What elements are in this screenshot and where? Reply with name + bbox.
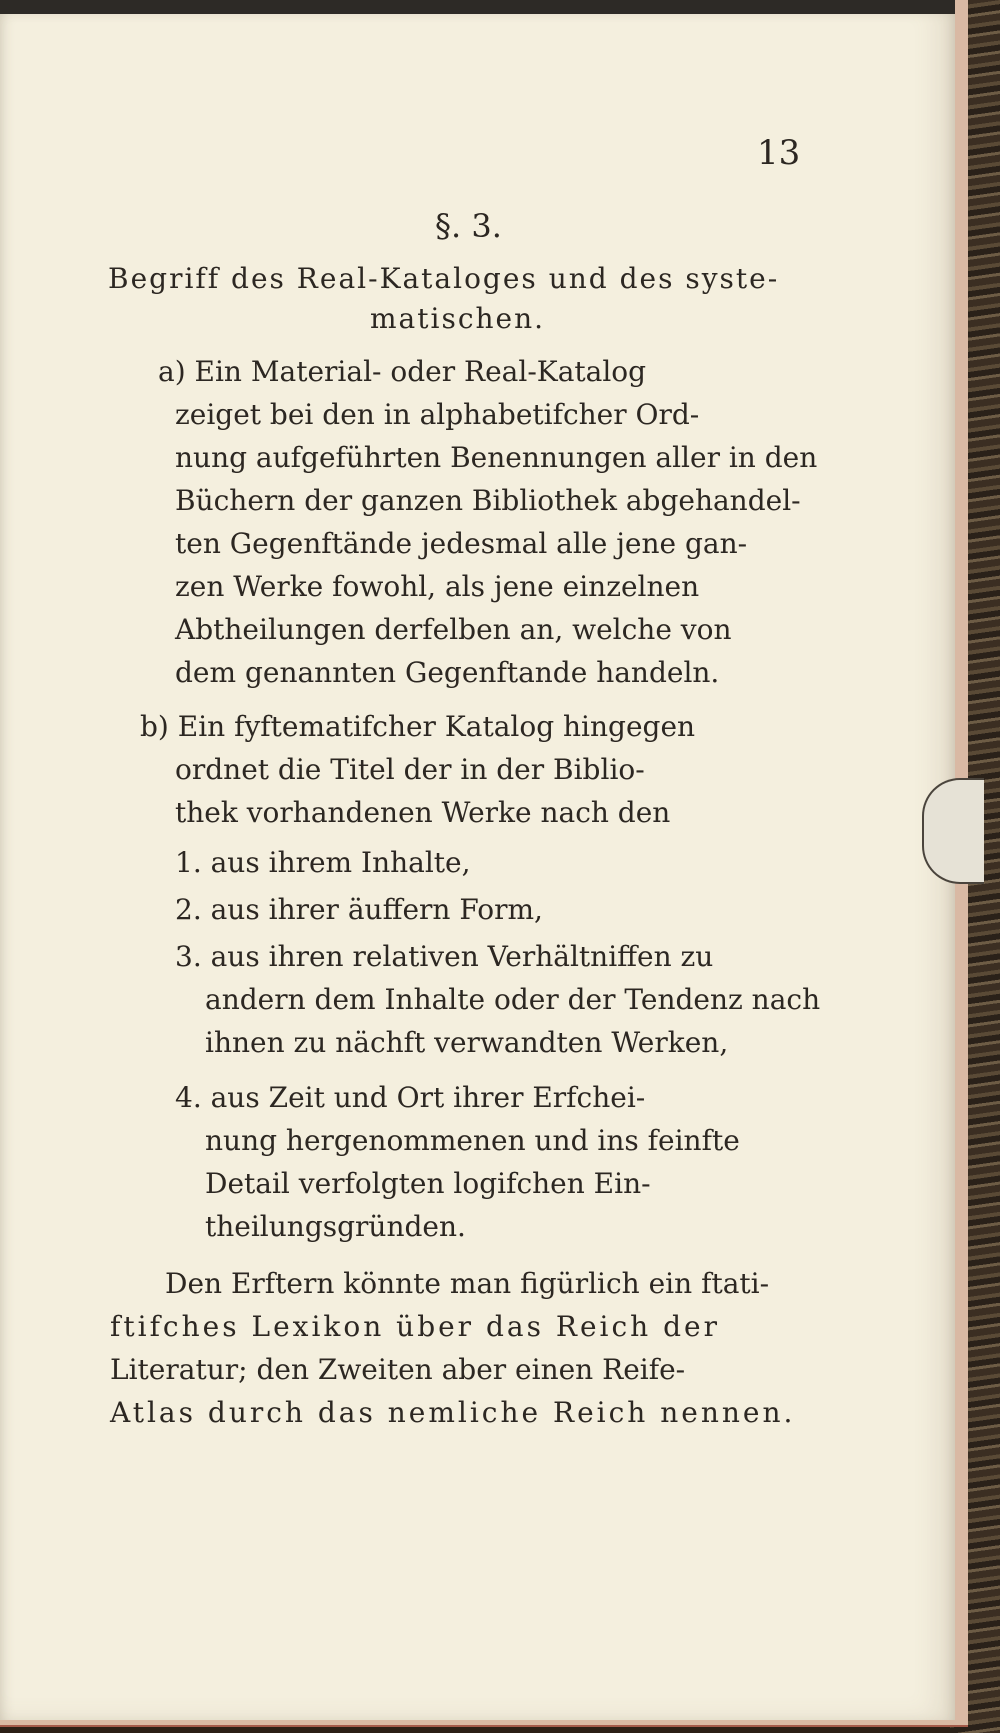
list-item-3-line-2: andern dem Inhalte oder der Tendenz nach <box>205 983 821 1016</box>
closing-line-4: Atlas durch das nemliche Reich nennen. <box>110 1396 796 1429</box>
top-dark-edge <box>0 0 955 14</box>
closing-line-1: Den Erftern könnte man figürlich ein ftati- <box>165 1267 770 1300</box>
closing-line-2: ftifches Lexikon über das Reich der <box>110 1310 720 1343</box>
para-b-line-2: ordnet die Titel der in der Biblio- <box>175 753 645 786</box>
para-a-line-3: nung aufgeführten Benennungen aller in den <box>175 441 818 474</box>
para-a-line-7: Abtheilungen derfelben an, welche von <box>175 613 732 646</box>
closing-line-3: Literatur; den Zweiten aber einen Reife- <box>110 1353 686 1386</box>
para-a-line-5: ten Gegenftände jedesmal alle jene gan- <box>175 527 748 560</box>
page-tab <box>922 778 984 884</box>
list-item-3-line-1: 3. aus ihren relativen Verhältniffen zu <box>175 940 714 973</box>
list-item-3-line-3: ihnen zu nächft verwandten Werken, <box>205 1026 729 1059</box>
section-heading-line-1: Begriff des Real-Kataloges und des syste- <box>108 262 780 295</box>
section-number: §. 3. <box>435 207 502 245</box>
list-item-4-line-2: nung hergenommenen und ins feinfte <box>205 1124 740 1157</box>
list-item-4-line-1: 4. aus Zeit und Ort ihrer Erfchei- <box>175 1081 646 1114</box>
list-item-4-line-3: Detail verfolgten logifchen Ein- <box>205 1167 651 1200</box>
para-a-line-1: a) Ein Material- oder Real-Katalog <box>158 355 647 388</box>
list-item-2: 2. aus ihrer äuffern Form, <box>175 893 543 926</box>
para-b-line-1: b) Ein fyftematifcher Katalog hingegen <box>140 710 696 743</box>
para-a-line-4: Büchern der ganzen Bibliothek abgehandel- <box>175 484 801 517</box>
list-item-4-line-4: theilungsgründen. <box>205 1210 466 1243</box>
list-item-1: 1. aus ihrem Inhalte, <box>175 846 471 879</box>
para-a-line-8: dem genannten Gegenftande handeln. <box>175 656 720 689</box>
para-a-line-2: zeiget bei den in alphabetifcher Ord- <box>175 398 700 431</box>
para-a-line-6: zen Werke fowohl, als jene einzelnen <box>175 570 700 603</box>
section-heading-line-2: matischen. <box>370 302 546 335</box>
para-b-line-3: thek vorhandenen Werke nach den <box>175 796 671 829</box>
page-number: 13 <box>757 133 801 173</box>
